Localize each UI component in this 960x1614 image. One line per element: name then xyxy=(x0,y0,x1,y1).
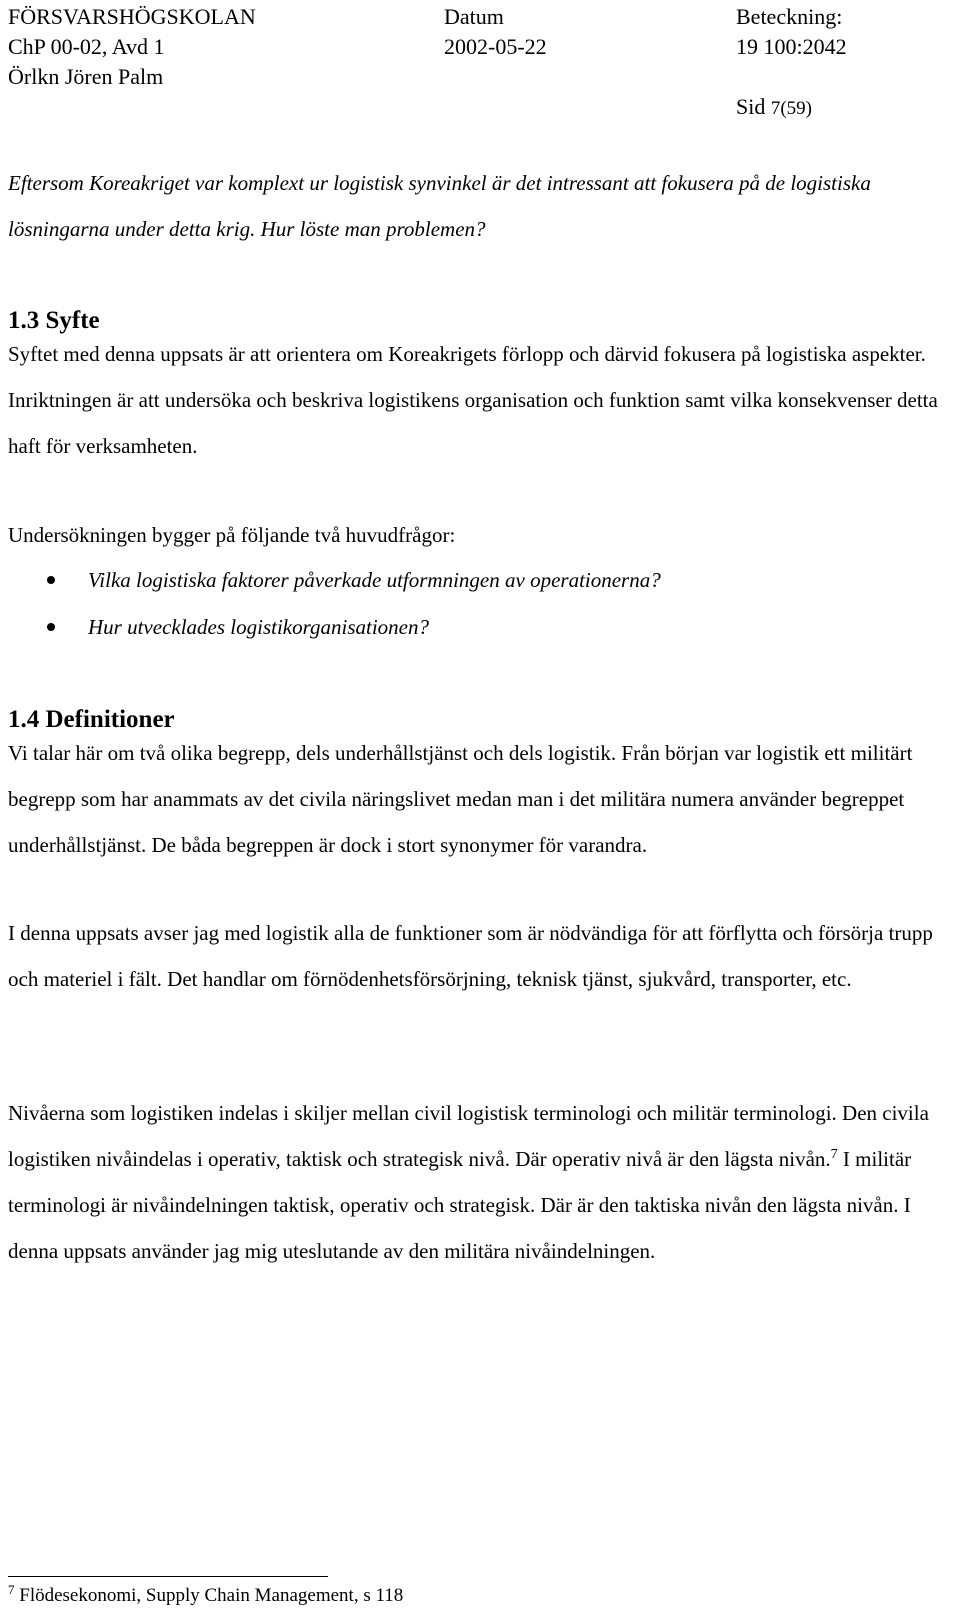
question-text: Vilka logistiska faktorer påverkade utformningen av operationerna? xyxy=(88,568,661,592)
definitioner-paragraph-1: Vi talar här om två olika begrepp, dels underhållstjänst och dels logistik. Från början var logistik ett militärt begrepp som har anammats av det civila näringslivet medan man i det militära numera använder begreppet underhållstjänst. De båda begreppen är dock i stort synonymer för varandra. xyxy=(8,741,913,857)
footnote-number: 7 xyxy=(8,1582,15,1597)
page-value: 7(59) xyxy=(770,98,813,119)
syfte-paragraph: Syftet med denna uppsats är att orientera om Koreakrigets förlopp och därvid fokusera på logistiska aspekter. Inriktningen är att undersöka och beskriva logistikens organisation och funktion samt vilka konsekvenser detta haft för verksamheten. xyxy=(8,342,938,458)
page-number xyxy=(736,94,812,122)
footnote-text: Flödesekonomi, Supply Chain Management, s 118 xyxy=(14,1585,404,1606)
section-heading-syfte: 1.3 Syfte xyxy=(8,307,100,334)
author-name: Örlkn Jören Palm xyxy=(8,64,164,89)
course-code: ChP 00-02, Avd 1 xyxy=(8,34,165,59)
page-prefix: Sid xyxy=(736,94,766,119)
questions-intro: Undersökningen bygger på följande två huvudfrågor: xyxy=(8,523,456,547)
date-value: 2002-05-22 xyxy=(444,34,547,59)
reference-label: Beteckning: xyxy=(736,4,843,29)
definitioner-paragraph-3 xyxy=(8,1090,948,1274)
definitioner-paragraph-2: I denna uppsats avser jag med logistik alla de funktioner som är nödvändiga för att förflytta och försörja trupp och materiel i fält. Det handlar om förnödenhetsförsörjning, teknisk tjänst, sjukvård, transporter, etc. xyxy=(8,921,933,991)
date-label: Datum xyxy=(444,4,504,29)
footnote-reference[interactable]: 7 xyxy=(830,1147,838,1162)
question-text: Hur utvecklades logistikorganisationen? xyxy=(88,615,430,639)
paragraph-3-end: I militär terminologi är nivåindelningen taktisk, operativ och strategisk. Där är den taktiska nivån den lägsta nivån. I denna uppsats använder jag mig uteslutande av den militära nivåindelningen. xyxy=(8,1147,912,1263)
paragraph-3-start: Nivåerna som logistiken indelas i skiljer mellan civil logistisk terminologi och militär terminologi. Den civila logistiken nivåindelas i operativ, taktisk och strategisk nivå. Där operativ nivå är den lägsta nivån. xyxy=(8,1101,929,1171)
reference-value: 19 100:2042 xyxy=(736,34,847,59)
institution-name: FÖRSVARSHÖGSKOLAN xyxy=(8,4,256,29)
bullet-icon xyxy=(47,623,55,631)
footnote-divider xyxy=(8,1576,328,1577)
bullet-icon xyxy=(47,576,55,584)
intro-question: Eftersom Koreakriget var komplext ur logistisk synvinkel är det intressant att fokusera på de logistiska lösningarna under detta krig. Hur löste man problemen? xyxy=(8,171,871,241)
section-heading-definitioner: 1.4 Definitioner xyxy=(8,706,175,733)
footnote xyxy=(8,1582,404,1607)
